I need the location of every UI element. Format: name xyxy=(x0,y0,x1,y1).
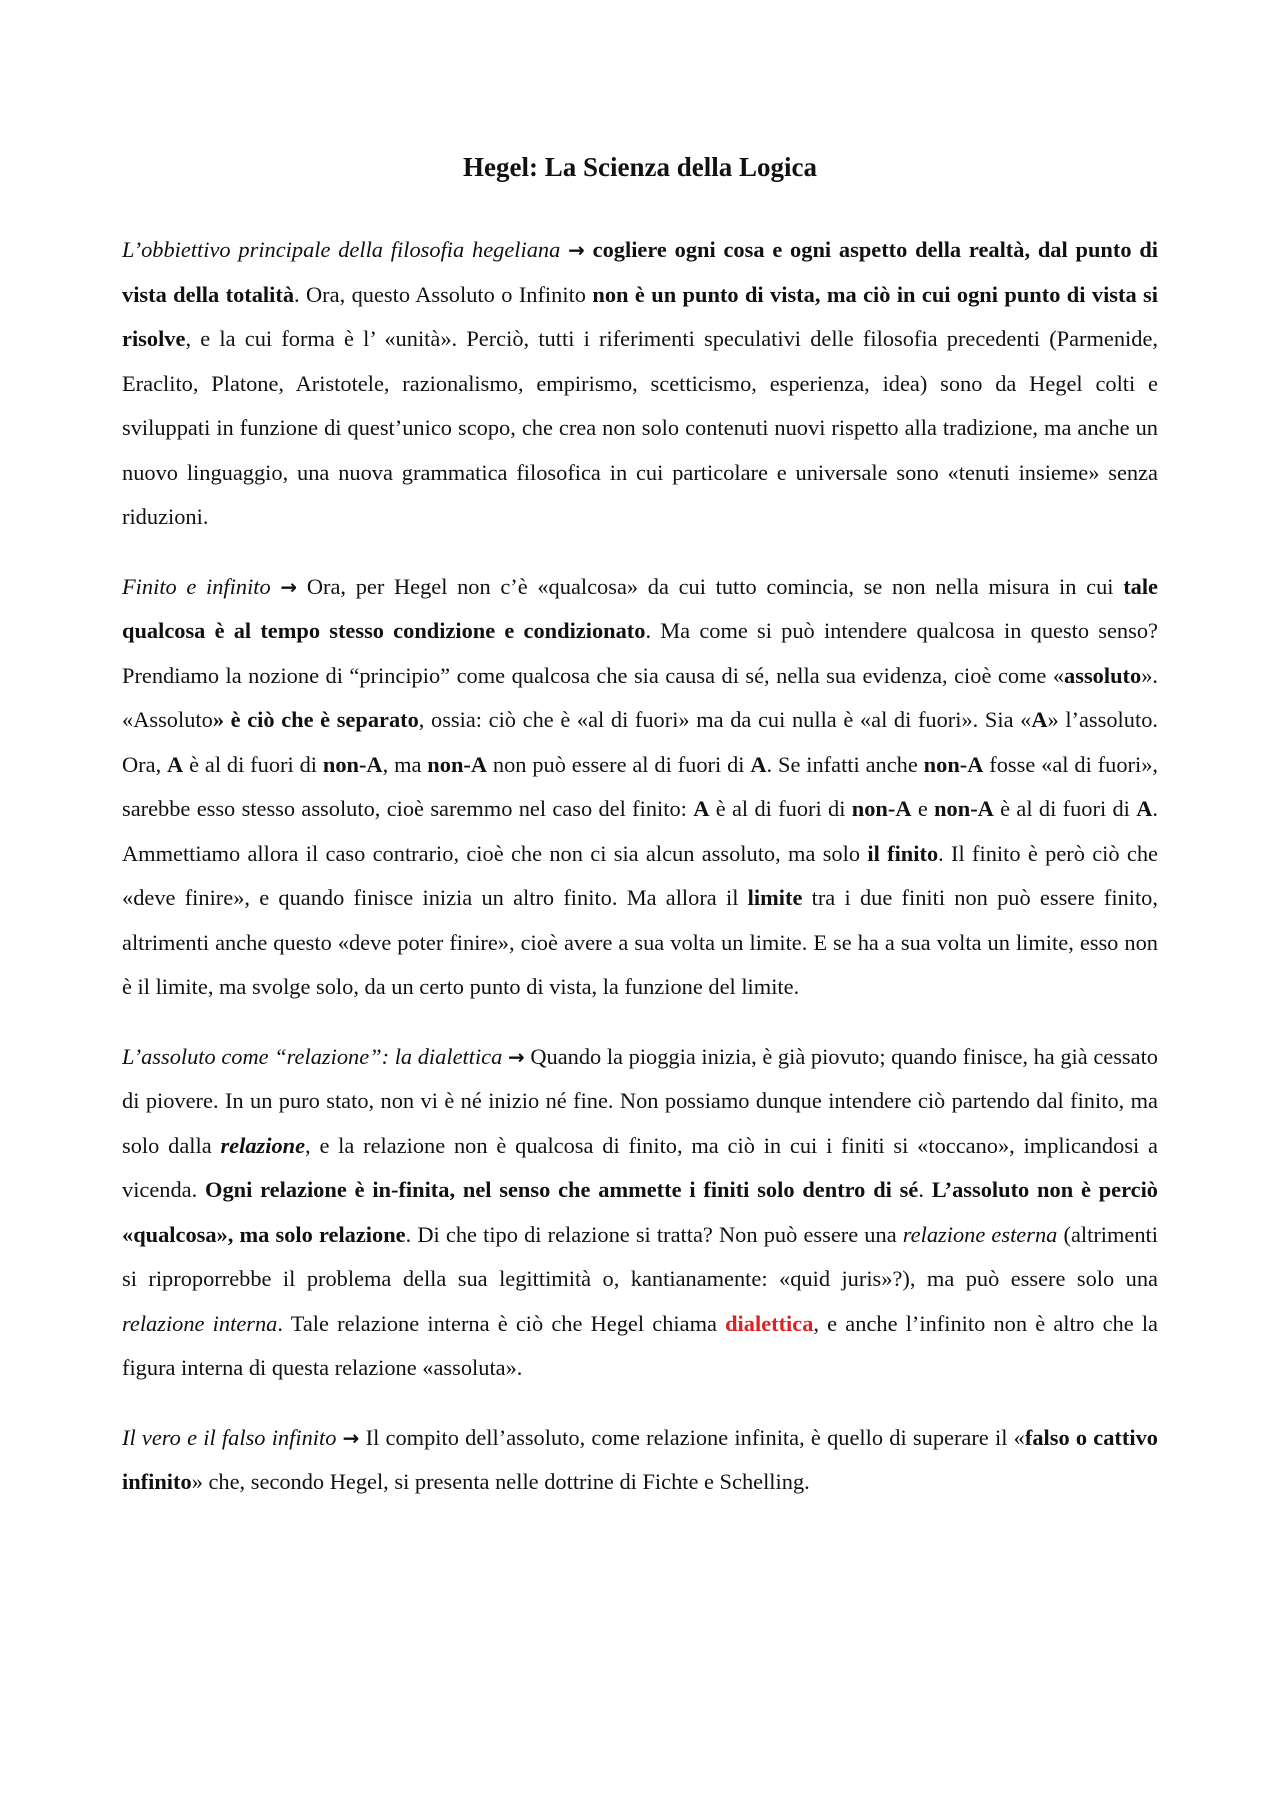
text-run: . Ora, questo Assoluto o Infinito xyxy=(294,281,593,307)
arrow-right-icon: → xyxy=(280,574,298,599)
text-run: Il compito dell’assoluto, come relazione infinita, è quello di superare il « xyxy=(365,1424,1025,1450)
bold-phrase: non-A xyxy=(934,796,994,821)
text-run: non può essere al di fuori di xyxy=(487,751,751,777)
bold-phrase: L’assoluto non è perciò «qualcosa», ma solo relazione xyxy=(122,1177,1158,1247)
text-run: è al di fuori di xyxy=(993,796,1137,821)
arrow-right-icon: → xyxy=(342,1425,360,1450)
text-run: . Di che tipo di relazione si tratta? Non può essere una xyxy=(405,1221,903,1247)
bold-phrase: » è ciò che è separato xyxy=(212,707,419,732)
text-run: , e anche l’infinito non è altro che la figura interna di questa relazione «assoluta». xyxy=(122,1310,1158,1380)
text-run: » che, secondo Hegel, si presenta nelle dottrine di Fichte e Schelling. xyxy=(191,1469,810,1494)
paragraph-heading: Il vero e il falso infinito xyxy=(122,1424,337,1450)
text-run: , ma xyxy=(382,751,428,777)
text-run: tra i due finiti non può essere finito, altrimenti anche questo «deve poter finire», cioè avere a sua volta un limite. E se ha a sua volta un limite, esso non è il limite, ma svolge solo, da un certo punto di vista, la funzione del limite. xyxy=(122,885,1158,999)
page-title: Hegel: La Scienza della Logica xyxy=(463,152,817,182)
bold-phrase: non-A xyxy=(427,751,488,777)
bold-phrase: non-A xyxy=(851,796,912,821)
paragraph-heading: Finito e infinito xyxy=(122,573,271,599)
bold-phrase: A xyxy=(750,751,767,777)
bold-phrase: falso o cattivo infinito xyxy=(122,1424,1158,1494)
bold-phrase: non è un punto di vista, ma ciò in cui ogni punto di vista si risolve xyxy=(122,281,1158,351)
bold-phrase: cogliere ogni cosa e ogni aspetto della realtà, dal punto di vista della totalità xyxy=(122,237,1158,307)
text-run: . Ma come si può intendere qualcosa in questo senso? Prendiamo la nozione di “principio” come qualcosa che sia causa di sé, nella sua evidenza, cioè come « xyxy=(122,618,1158,688)
text-run: e xyxy=(911,796,935,821)
text-run: , e la relazione non è qualcosa di finito, ma ciò in cui i finiti si «toccano», implicandosi a vicenda. xyxy=(122,1132,1158,1202)
text-run: è al di fuori di xyxy=(183,751,323,777)
text-run: . Il finito è però ciò che «deve finire», e quando finisce inizia un altro finito. Ma allora il xyxy=(122,840,1158,910)
bold-phrase: A xyxy=(167,751,184,777)
paragraph-heading: L’obbiettivo principale della filosofia hegeliana xyxy=(122,237,561,262)
paragraph-dialettica xyxy=(122,1035,1158,1391)
text-run: , ossia: ciò che è «al di fuori» ma da cui nulla è «al di fuori». Sia « xyxy=(418,707,1032,732)
text-run: è al di fuori di xyxy=(709,796,852,821)
paragraph-vero-falso-infinito xyxy=(122,1416,1158,1505)
paragraph-finito-infinito xyxy=(122,565,1158,1010)
paragraph-obiettivo xyxy=(122,228,1158,540)
bold-phrase: il finito xyxy=(867,840,939,866)
text-run: , e la cui forma è l’ «unità». Perciò, tutti i riferimenti speculativi delle filosofia precedenti (Parmenide, Eraclito, Platone, Aristotele, razionalismo, empirismo, scetticismo, esperienza, idea) sono da Hegel colti e sviluppati in funzione di quest’unico scopo, che crea non solo contenuti nuovi rispetto alla tradizione, ma anche un nuovo linguaggio, una nuova grammatica filosofica in cui particolare e universale sono «tenuti insieme» senza riduzioni. xyxy=(122,326,1158,529)
text-run: . Ammettiamo allora il caso contrario, cioè che non ci sia alcun assoluto, ma solo xyxy=(122,796,1159,866)
text-run: (altrimenti si riproporrebbe il problema della sua legittimità o, kantianamente: «quid juris»?), ma può essere solo una xyxy=(122,1221,1158,1291)
bold-phrase: A xyxy=(1031,707,1048,732)
bold-phrase: non-A xyxy=(322,751,383,777)
highlight-dialettica: dialettica xyxy=(725,1310,814,1336)
text-run: Ora, per Hegel non c’è «qualcosa» da cui tutto comincia, se non nella misura in cui xyxy=(306,573,1124,599)
text-run: ». «Assoluto xyxy=(122,662,1158,732)
italic-phrase: relazione interna xyxy=(122,1310,278,1336)
bold-phrase: A xyxy=(693,796,710,821)
text-run: . xyxy=(918,1177,932,1202)
bold-phrase: A xyxy=(1136,796,1153,821)
bold-italic-phrase: relazione xyxy=(220,1132,306,1158)
text-run: Quando la pioggia inizia, è già piovuto; quando finisce, ha già cessato di piovere. In un puro stato, non vi è né inizio né fine. Non possiamo dunque intendere ciò partendo dal finito, ma solo dalla xyxy=(122,1043,1158,1158)
bold-phrase: assoluto xyxy=(1064,662,1142,688)
paragraph-heading: L’assoluto come “relazione”: la dialettica xyxy=(122,1043,503,1069)
italic-phrase: relazione esterna xyxy=(902,1221,1058,1247)
document-body xyxy=(122,228,1158,1530)
bold-phrase: tale qualcosa è al tempo stesso condizione e condizionato xyxy=(122,573,1158,643)
bold-phrase: limite xyxy=(747,885,803,910)
bold-phrase: non-A xyxy=(923,751,984,777)
bold-phrase: Ogni relazione è in-finita, nel senso che ammette i finiti solo dentro di sé xyxy=(205,1177,919,1202)
text-run: . Se infatti anche xyxy=(766,751,924,777)
arrow-right-icon: → xyxy=(568,238,585,262)
text-run: . Tale relazione interna è ciò che Hegel chiama xyxy=(277,1310,726,1336)
text-run: fosse «al di fuori», sarebbe esso stesso assoluto, cioè saremmo nel caso del finito: xyxy=(122,751,1158,821)
text-run: » l’assoluto. Ora, xyxy=(122,707,1158,777)
arrow-right-icon: → xyxy=(507,1044,525,1069)
